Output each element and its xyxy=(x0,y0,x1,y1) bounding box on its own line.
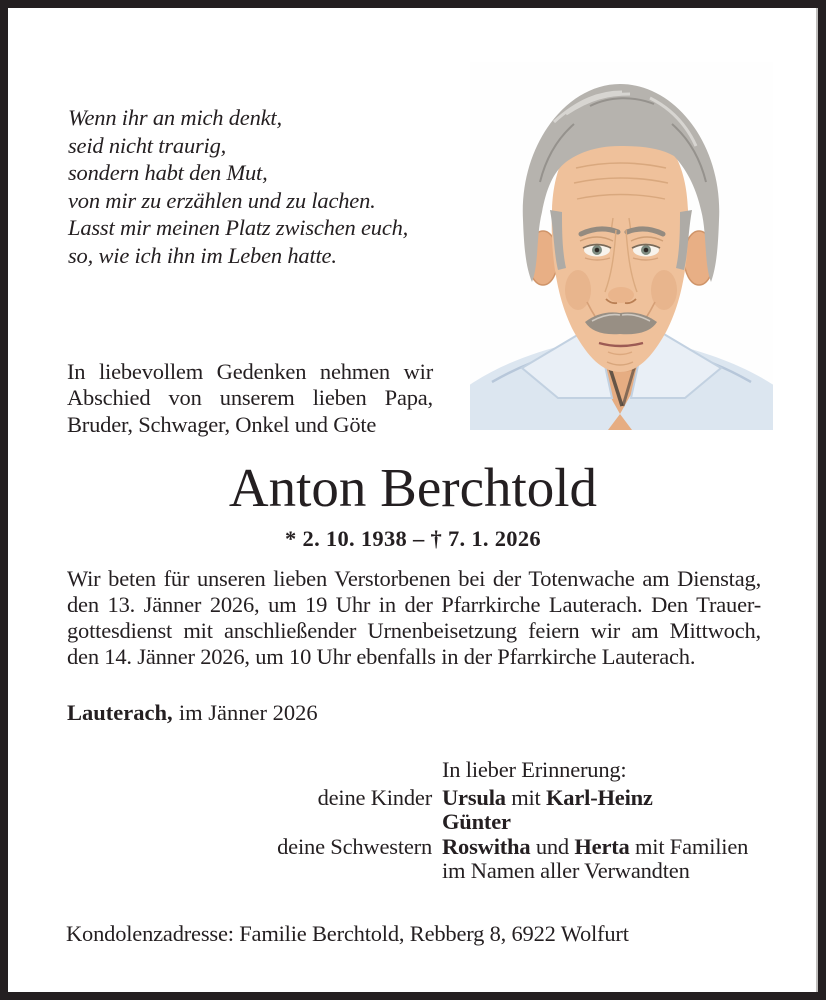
memorial-name: Herta xyxy=(574,833,630,859)
life-dates: * 2. 10. 1938 – † 7. 1. 2026 xyxy=(285,526,541,551)
memorial-spacer xyxy=(270,859,432,884)
memorial-label-schwestern: deine Schwestern xyxy=(277,833,432,859)
memorial-block xyxy=(270,758,772,884)
intro-line: In liebevollem Gedenken nehmen wir xyxy=(67,359,433,384)
memorial-closing: im Namen aller Verwandten xyxy=(442,858,690,884)
announcement-line: Wir beten für unseren lieben Verstorbenen bei der Totenwache am Dienstag, xyxy=(67,566,761,591)
announcement-line: den 13. Jänner 2026, um 19 Uhr in der Pfarrkirche Lauterach. Den Trauer- xyxy=(67,591,761,617)
memorial-suffix: mit Familien xyxy=(634,833,749,859)
portrait-photo-graphic xyxy=(470,60,773,432)
poem-line: so, wie ich ihn im Leben hatte. xyxy=(68,242,337,268)
funeral-announcement xyxy=(67,566,761,670)
memorial-name: Günter xyxy=(442,809,511,835)
intro-paragraph xyxy=(67,359,433,438)
poem-line: von mir zu erzählen und zu lachen. xyxy=(68,187,376,213)
memorial-poem xyxy=(68,104,448,270)
condolence-address: Kondolenzadresse: Familie Berchtold, Rebberg 8, 6922 Wolfurt xyxy=(66,921,629,946)
memorial-conjunction: mit xyxy=(511,784,541,810)
intro-line: Bruder, Schwager, Onkel und Göte xyxy=(67,411,377,437)
memorial-name: Karl-Heinz xyxy=(546,784,653,810)
memorial-kinder-line xyxy=(442,786,772,811)
scan-edge-line xyxy=(816,8,818,992)
portrait-photo xyxy=(470,60,773,432)
dateline-date: im Jänner 2026 xyxy=(178,700,318,725)
intro-line: Abschied von unserem lieben Papa, xyxy=(67,385,433,411)
memorial-conjunction: und xyxy=(535,833,569,859)
memorial-name: Roswitha xyxy=(442,833,531,859)
memorial-schwestern-line xyxy=(442,835,772,860)
announcement-line: gottesdienst mit anschließender Urnenbeisetzung feiern wir am Mittwoch, xyxy=(67,617,761,643)
memorial-heading: In lieber Erinnerung: xyxy=(442,757,627,782)
deceased-name: Anton Berchtold xyxy=(228,457,598,518)
poem-line: Lasst mir meinen Platz zwischen euch, xyxy=(68,215,409,241)
poem-line: seid nicht traurig, xyxy=(68,132,227,158)
dateline xyxy=(67,700,318,726)
poem-line: sondern habt den Mut, xyxy=(68,160,268,186)
poem-line: Wenn ihr an mich denkt, xyxy=(68,105,282,130)
dateline-place: Lauterach, xyxy=(67,700,173,725)
memorial-spacer xyxy=(270,758,432,786)
memorial-name: Ursula xyxy=(442,784,506,810)
memorial-spacer xyxy=(270,810,432,835)
announcement-line: den 14. Jänner 2026, um 10 Uhr ebenfalls in der Pfarrkirche Lauterach. xyxy=(67,643,696,669)
memorial-label-kinder: deine Kinder xyxy=(317,784,432,810)
